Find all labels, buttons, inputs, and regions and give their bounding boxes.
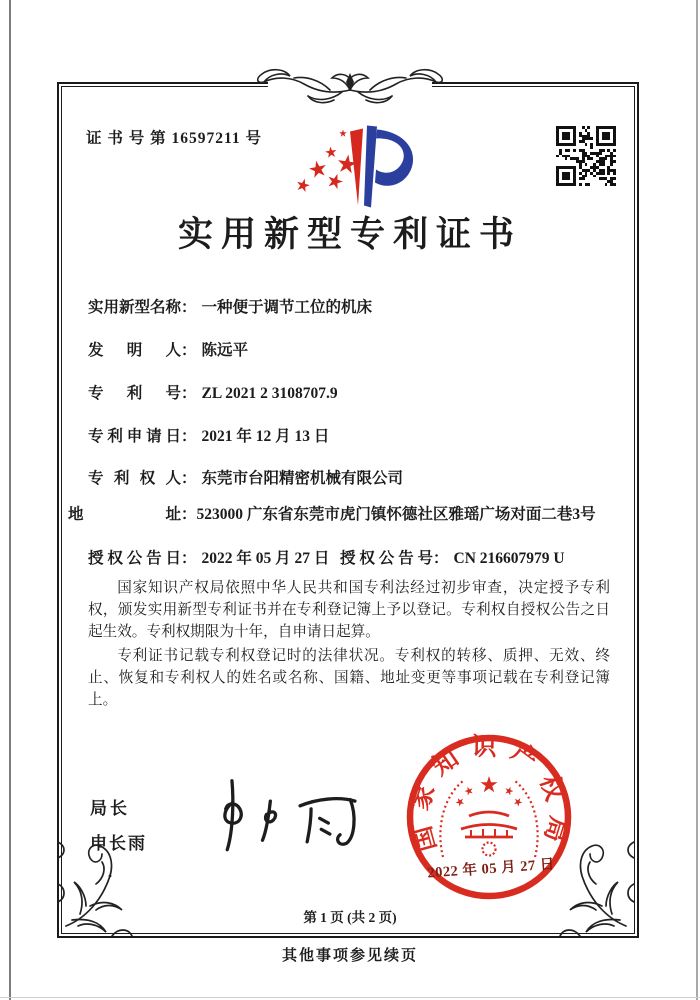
cnipa-logo-icon	[283, 118, 435, 216]
field-value: 2021 年 12 月 13 日	[201, 428, 330, 445]
field-label: 授权公告号	[340, 550, 433, 567]
director-name: 申长雨	[90, 834, 147, 853]
scan-edge-left	[9, 0, 11, 1000]
official-seal	[403, 731, 575, 903]
seal-agency-arc-text: 国家知识产权局	[405, 733, 572, 857]
continuation-note: 其他事项参见续页	[281, 948, 418, 964]
field-value: CN 216607979 U	[453, 550, 565, 567]
logo-red-wedge	[350, 129, 363, 206]
logo-blue-p	[364, 126, 413, 208]
field-row-address	[68, 503, 632, 526]
colon: ：	[181, 385, 197, 402]
field-pair-grant-no	[340, 546, 565, 568]
field-row-name	[88, 295, 372, 317]
field-label: 授权公告日	[88, 550, 181, 567]
field-row-inventor	[88, 338, 248, 360]
field-value: ZL 2021 2 3108707.9	[201, 385, 338, 402]
top-flourish-ornament	[240, 60, 460, 106]
field-value: 一种便于调节工位的机床	[201, 299, 373, 316]
national-emblem-stars	[454, 776, 524, 807]
legal-paragraphs	[88, 577, 610, 713]
director-signature	[192, 768, 380, 864]
scan-edge-right	[696, 0, 698, 1000]
field-label: 发明人	[88, 342, 181, 359]
field-label: 专利号	[88, 385, 181, 402]
field-row-filing-date	[88, 424, 329, 446]
certificate-title: 实用新型专利证书	[177, 215, 522, 254]
colon: ：	[181, 299, 197, 316]
colon: ：	[181, 550, 197, 567]
field-value: 2022 年 05 月 27 日	[201, 550, 330, 567]
field-row-patentee	[88, 466, 403, 488]
field-value: 陈远平	[201, 342, 249, 359]
colon: ：	[181, 342, 197, 359]
page-number: 第 1 页 (共 2 页)	[303, 910, 397, 925]
logo-stars	[295, 130, 358, 193]
legal-paragraph: 专利证书记载专利权登记时的法律状况。专利权的转移、质押、无效、终止、恢复和专利权人的姓名或名称、国籍、地址变更等事项记载在专利登记簿上。	[88, 648, 610, 708]
field-label: 实用新型名称	[88, 299, 182, 316]
national-emblem-gate	[440, 781, 537, 857]
seal-date: 2022 年 05 月 27 日	[426, 856, 556, 882]
colon: ：	[181, 470, 197, 487]
certificate-number: 证 书 号 第 16597211 号	[86, 130, 263, 147]
qr-code	[556, 126, 616, 186]
colon: ：	[433, 550, 449, 567]
field-label: 地址	[68, 506, 181, 523]
colon: ：	[181, 506, 197, 523]
legal-paragraph: 国家知识产权局依照中华人民共和国专利法经过初步审查，决定授予专利权，颁发实用新型专利证书并在专利登记簿上予以登记。专利权自授权公告之日起生效。专利权期限为十年，自申请日起算。	[88, 580, 610, 640]
field-row-grant	[88, 546, 565, 568]
field-value: 东莞市台阳精密机械有限公司	[201, 470, 404, 487]
colon: ：	[181, 428, 197, 445]
field-value: 523000 广东省东莞市虎门镇怀德社区雅瑶广场对面二巷3号	[196, 506, 596, 523]
field-label: 专利申请日	[88, 428, 181, 445]
director-title: 局长	[90, 799, 130, 818]
scan-edge-bottom	[0, 997, 700, 998]
field-row-patent-no	[88, 381, 338, 403]
field-label: 专利权人	[88, 470, 181, 487]
